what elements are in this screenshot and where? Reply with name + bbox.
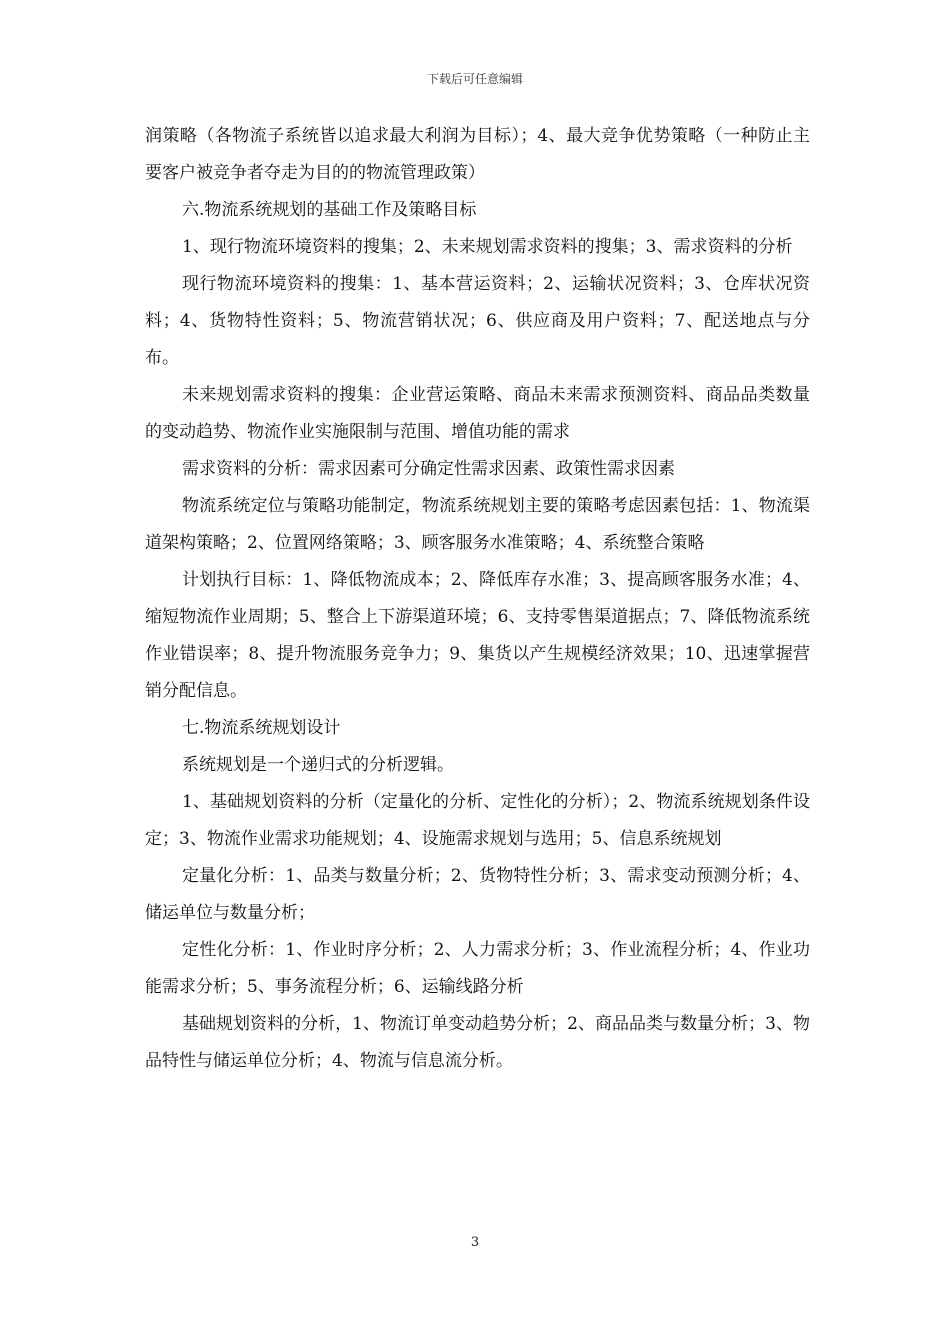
paragraph: 1、现行物流环境资料的搜集；2、未来规划需求资料的搜集；3、需求资料的分析 <box>182 237 793 257</box>
document-body <box>145 118 810 1080</box>
paragraph: 润策略（各物流子系统皆以追求最大利润为目标）；4、最大竞争优势策略（一种防止主要客户被竞争者夺走为目的的物流管理政策） <box>145 126 810 183</box>
section-heading: 六.物流系统规划的基础工作及策略目标 <box>182 200 477 220</box>
paragraph: 1、基础规划资料的分析（定量化的分析、定性化的分析）；2、物流系统规划条件设定；3、物流作业需求功能规划；4、设施需求规划与选用；5、信息系统规划 <box>145 792 810 849</box>
paragraph: 基础规划资料的分析，1、物流订单变动趋势分析；2、商品品类与数量分析；3、物品特性与储运单位分析；4、物流与信息流分析。 <box>145 1014 810 1071</box>
page-number: 3 <box>470 1235 480 1250</box>
paragraph: 系统规划是一个递归式的分析逻辑。 <box>182 755 454 775</box>
section-heading: 七.物流系统规划设计 <box>182 718 341 738</box>
paragraph: 现行物流环境资料的搜集：1、基本营运资料；2、运输状况资料；3、仓库状况资料；4、货物特性资料；5、物流营销状况；6、供应商及用户资料；7、配送地点与分布。 <box>145 274 810 368</box>
paragraph: 需求资料的分析：需求因素可分确定性需求因素、政策性需求因素 <box>182 459 675 479</box>
paragraph: 定量化分析：1、品类与数量分析；2、货物特性分析；3、需求变动预测分析；4、储运单位与数量分析； <box>145 866 810 923</box>
paragraph: 定性化分析：1、作业时序分析；2、人力需求分析；3、作业流程分析；4、作业功能需求分析；5、事务流程分析；6、运输线路分析 <box>145 940 810 997</box>
page-header: 下载后可任意编辑 <box>426 72 523 86</box>
paragraph: 未来规划需求资料的搜集：企业营运策略、商品未来需求预测资料、商品品类数量的变动趋势、物流作业实施限制与范围、增值功能的需求 <box>145 385 810 442</box>
paragraph: 物流系统定位与策略功能制定，物流系统规划主要的策略考虑因素包括：1、物流渠道架构策略；2、位置网络策略；3、顾客服务水准策略；4、系统整合策略 <box>145 496 810 553</box>
paragraph: 计划执行目标：1、降低物流成本；2、降低库存水准；3、提高顾客服务水准；4、缩短物流作业周期；5、整合上下游渠道环境；6、支持零售渠道据点；7、降低物流系统作业错误率；8、提升物流服务竞争力；9、集货以产生规模经济效果；10、迅速掌握营销分配信息。 <box>145 570 810 701</box>
